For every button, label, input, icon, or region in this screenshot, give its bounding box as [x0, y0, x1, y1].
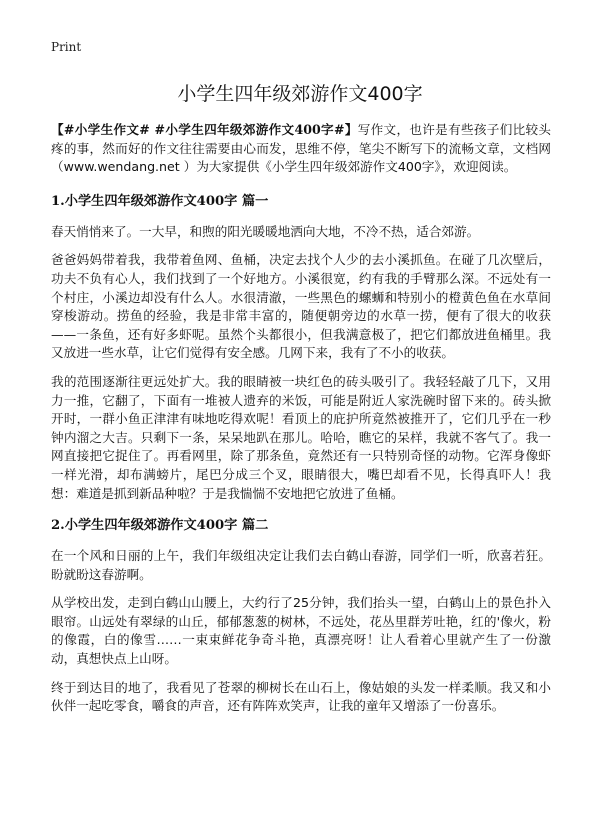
intro-text: 写作文，也许是有些孩子们比较头疼的事，然而好的作文往往需要由心而发，思维不停，笔尖不断写下的流畅文章，文档网（www.wendang.net ）为大家提供《小学生四年级郊游作文400字》，欢迎阅读。: [51, 122, 551, 175]
section-1-paragraph-3: 我的范围逐渐往更远处扩大。我的眼睛被一块红色的砖头吸引了。我轻轻敲了几下，又用力一推，它翻了，下面有一堆被人遗弃的米饭，可能是附近人家洗碗时留下来的。砖头掀开时，一群小鱼正津津有味地吃得欢呢！看顶上的庇护所竟然被推开了，它们几乎在一秒钟内溜之大吉。只剩下一条，呆呆地趴在那儿。哈哈，瞧它的呆样，我就不客气了。我一网直接把它捉住了。再看网里，除了那条鱼，竟然还有一只特别奇怪的动物。它浑身像虾一样光滑，却布满螃片，尾巴分成三个叉，眼睛很大，嘴巴却看不见，长得真吓人！我想：难道是抓到新品种啦？于是我惴惴不安地把它放进了鱼桶。: [51, 373, 551, 501]
section-2-paragraph-1: 在一个风和日丽的上午，我们年级组决定让我们去白鹤山春游，同学们一听，欣喜若狂。盼就盼这春游啊。: [51, 548, 551, 582]
print-label: Print: [51, 40, 82, 54]
page-title: 小学生四年级郊游作文400字: [177, 83, 423, 105]
section-heading-1: 1.小学生四年级郊游作文400字 篇一: [51, 193, 269, 209]
section-2-paragraph-2: 从学校出发，走到白鹤山山腰上，大约行了25分钟，我们抬头一望，白鹤山上的景色扑入眼帘。山远处有翠绿的山丘，郁郁葱葱的树林，不远处，花丛里群芳吐艳，红的'像火，粉的像霞，白的像雪……一束束鲜花争奇斗艳，真漂亮呀！让人看着心里就产生了一份激动，真想快点上山呀。: [51, 595, 551, 667]
section-1-paragraph-1: 春天悄悄来了。一大早，和煦的阳光暖暖地洒向大地，不冷不热，适合郊游。: [51, 223, 480, 239]
article-body: [51, 121, 551, 726]
section-2-paragraph-3: 终于到达目的地了，我看见了苍翠的柳树长在山石上，像姑娘的头发一样柔顺。我又和小伙伴一起吃零食，嚼食的声音，还有阵阵欢笑声，让我的童年又增添了一份喜乐。: [51, 679, 551, 714]
intro-paragraph: [51, 121, 551, 177]
section-1-paragraph-2: 爸爸妈妈带着我，我带着鱼网、鱼桶，决定去找个人少的去小溪抓鱼。在碰了几次壁后，功夫不负有心人，我们找到了一个好地方。小溪很宽，约有我的手臂那么深。不远处有一个村庄，小溪边却没有什么人。水很清澈，一些黑色的螺蛳和特别小的橙黄色鱼在水草间穿梭游动。捞鱼的经验，我是非常丰富的，随便朝旁边的水草一捞，便有了很大的收获——一条鱼，还有好多虾呢。虽然个头都很小，但我满意极了，把它们都放进鱼桶里。我又放进一些水草，让它们觉得有安全感。几网下来，我有了不小的收获。: [51, 252, 551, 361]
intro-tag: 【#小学生作文# #小学生四年级郊游作文400字#】: [51, 122, 358, 137]
section-heading-2: 2.小学生四年级郊游作文400字 篇二: [51, 518, 269, 534]
